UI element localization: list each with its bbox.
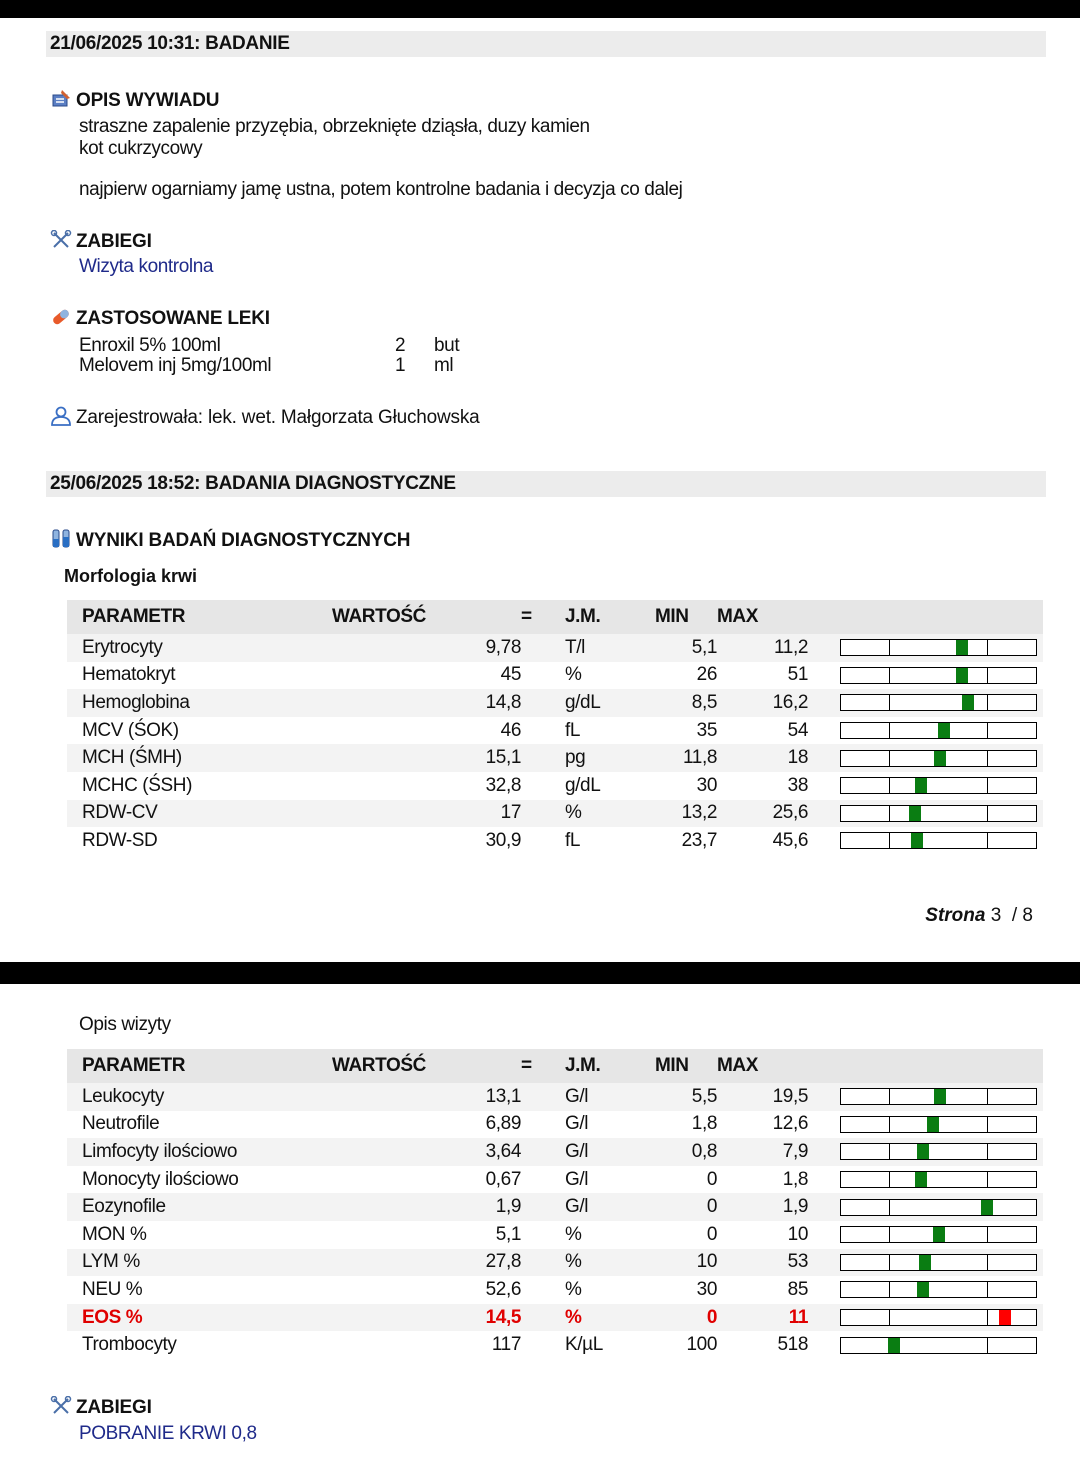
param-min: 1,8	[691, 1113, 717, 1135]
param-unit: g/dL	[565, 689, 655, 717]
param-eq	[521, 717, 565, 745]
param-eq	[521, 662, 565, 690]
param-value: 0,67	[485, 1168, 521, 1190]
range-bar	[840, 750, 1037, 767]
range-marker	[934, 751, 946, 766]
range-divider	[987, 1338, 988, 1353]
param-eq	[521, 772, 565, 800]
range-divider	[987, 778, 988, 793]
range-divider	[889, 1172, 890, 1187]
range-marker	[927, 1117, 939, 1132]
interview-line: straszne zapalenie przyzębia, obrzeknięte dziąsła, duzy kamien	[79, 116, 590, 137]
page-break-bar	[0, 962, 1080, 984]
range-divider	[987, 1144, 988, 1159]
procedure-link-2[interactable]: POBRANIE KRWI 0,8	[79, 1423, 257, 1444]
range-marker	[917, 1282, 929, 1297]
col-min: MIN	[655, 1049, 717, 1083]
param-min: 30	[696, 1278, 717, 1300]
range-marker	[915, 1172, 927, 1187]
param-value: 6,89	[485, 1113, 521, 1135]
top-black-bar	[0, 0, 1080, 18]
col-unit: J.M.	[565, 600, 655, 634]
param-value: 5,1	[495, 1223, 521, 1245]
param-max: 12,6	[772, 1113, 808, 1135]
table-row	[67, 827, 1043, 855]
range-bar	[840, 1143, 1037, 1160]
range-bar	[840, 1226, 1037, 1243]
range-cell	[808, 1111, 1043, 1139]
col-range	[808, 1049, 1043, 1083]
range-divider	[987, 723, 988, 738]
range-divider	[889, 723, 890, 738]
param-min: 35	[696, 719, 717, 741]
param-name: Leukocyty	[67, 1083, 332, 1111]
range-divider	[889, 1227, 890, 1242]
param-unit: G/l	[565, 1193, 655, 1221]
param-name: RDW-SD	[82, 829, 158, 851]
range-divider	[987, 1172, 988, 1187]
range-cell	[808, 1193, 1043, 1221]
procedure-link[interactable]: Wizyta kontrolna	[79, 256, 214, 277]
range-bar	[840, 1088, 1037, 1105]
range-marker	[956, 640, 968, 655]
range-cell	[808, 634, 1043, 662]
table-row	[67, 744, 1043, 772]
range-cell	[808, 1304, 1043, 1332]
param-value: 13,1	[332, 1083, 521, 1111]
param-min: 5,5	[655, 1083, 717, 1111]
param-value: 30,9	[485, 829, 521, 851]
param-min: 0	[655, 1193, 717, 1221]
range-marker	[909, 806, 921, 821]
table-row	[67, 634, 1043, 662]
param-unit: %	[565, 1278, 582, 1300]
col-unit: J.M.	[565, 1049, 655, 1083]
table-row	[67, 1193, 1043, 1221]
param-unit: g/dL	[565, 774, 601, 796]
table-row	[67, 1111, 1043, 1139]
param-unit: pg	[565, 744, 655, 772]
param-value: 117	[491, 1334, 521, 1356]
range-bar	[840, 805, 1037, 822]
doctor-icon	[50, 406, 72, 426]
registered-by: Zarejestrowała: lek. wet. Małgorzata Głuchowska	[50, 406, 480, 429]
range-cell	[808, 689, 1043, 717]
param-min: 23,7	[681, 829, 717, 851]
param-value: 9,78	[332, 634, 521, 662]
table-row	[67, 772, 1043, 800]
table-row	[67, 1276, 1043, 1304]
param-value: 17	[332, 800, 521, 828]
range-divider	[889, 1200, 890, 1215]
param-eq	[521, 1331, 565, 1359]
param-min: 30	[696, 774, 717, 796]
param-unit: K/µL	[565, 1334, 603, 1356]
range-bar	[840, 1254, 1037, 1271]
param-max: 53	[717, 1249, 808, 1277]
interview-line: najpierw ogarniamy jamę ustna, potem kontrolne badania i decyzja co dalej	[79, 179, 683, 200]
range-bar	[840, 1199, 1037, 1216]
param-max: 11	[717, 1304, 808, 1332]
col-param: PARAMETR	[67, 1049, 332, 1083]
param-unit: fL	[565, 719, 581, 741]
range-divider	[889, 640, 890, 655]
range-cell	[808, 1276, 1043, 1304]
range-divider	[987, 640, 988, 655]
param-min: 26	[696, 664, 717, 686]
range-cell	[808, 827, 1043, 855]
results-table-1	[67, 600, 1043, 855]
table-row	[67, 1166, 1043, 1194]
table-row	[67, 1138, 1043, 1166]
param-max: 38	[787, 774, 808, 796]
param-max: 19,5	[717, 1083, 808, 1111]
param-unit: T/l	[565, 634, 655, 662]
param-min: 5,1	[655, 634, 717, 662]
results-section-title: WYNIKI BADAŃ DIAGNOSTYCZNYCH	[50, 529, 410, 552]
param-name: Neutrofile	[82, 1113, 160, 1135]
range-cell	[808, 1166, 1043, 1194]
drugs-section-title: ZASTOSOWANE LEKI	[50, 307, 270, 330]
drug-name: Melovem inj 5mg/100ml	[79, 355, 272, 376]
visit-header-2: 25/06/2025 18:52: BADANIA DIAGNOSTYCZNE	[46, 471, 1046, 497]
range-bar	[840, 777, 1037, 794]
table-row	[67, 717, 1043, 745]
param-max: 518	[777, 1334, 808, 1356]
param-name: Eozynofile	[67, 1193, 332, 1221]
param-name: MCHC (ŚSH)	[82, 774, 192, 796]
table-row	[67, 1083, 1043, 1111]
col-value: WARTOŚĆ	[332, 1049, 521, 1083]
param-eq	[521, 1111, 565, 1139]
range-divider	[987, 1310, 988, 1325]
range-divider	[889, 1310, 890, 1325]
drug-unit: but	[434, 335, 460, 356]
param-min: 0,8	[655, 1138, 717, 1166]
param-value: 3,64	[332, 1138, 521, 1166]
param-unit: %	[565, 664, 582, 686]
param-max: 1,8	[782, 1168, 808, 1190]
range-bar	[840, 832, 1037, 849]
col-max: MAX	[717, 1049, 808, 1083]
visit-header-1: 21/06/2025 10:31: BADANIE	[46, 31, 1046, 57]
range-divider	[987, 695, 988, 710]
range-marker	[934, 1089, 946, 1104]
range-marker	[933, 1227, 945, 1242]
param-unit: G/l	[565, 1113, 589, 1135]
param-min: 8,5	[655, 689, 717, 717]
param-min: 13,2	[655, 800, 717, 828]
param-value: 45	[500, 664, 521, 686]
param-eq	[521, 634, 565, 662]
param-min: 10	[655, 1249, 717, 1277]
param-eq	[521, 744, 565, 772]
range-cell	[808, 1083, 1043, 1111]
param-max: 54	[787, 719, 808, 741]
param-eq	[521, 1249, 565, 1277]
param-value: 27,8	[332, 1249, 521, 1277]
visit-description-label: Opis wizyty	[79, 1014, 171, 1035]
param-name: EOS %	[67, 1304, 332, 1332]
procedures-section-title: ZABIEGI	[50, 230, 152, 253]
param-min: 0	[706, 1168, 717, 1190]
range-cell	[808, 717, 1043, 745]
col-value: WARTOŚĆ	[332, 600, 521, 634]
range-divider	[889, 1089, 890, 1104]
drug-qty: 1	[395, 355, 406, 376]
param-unit: G/l	[565, 1168, 589, 1190]
param-value: 15,1	[332, 744, 521, 772]
table-row	[67, 1221, 1043, 1249]
procedures-section-title-2: ZABIEGI	[50, 1396, 152, 1419]
param-eq	[521, 1193, 565, 1221]
param-name: Limfocyty ilościowo	[67, 1138, 332, 1166]
table-row	[67, 800, 1043, 828]
col-param: PARAMETR	[67, 600, 332, 634]
param-name: LYM %	[67, 1249, 332, 1277]
col-eq: =	[521, 1049, 565, 1083]
range-cell	[808, 1221, 1043, 1249]
range-marker	[919, 1255, 931, 1270]
col-eq: =	[521, 600, 565, 634]
range-divider	[987, 1117, 988, 1132]
param-name: Hemoglobina	[67, 689, 332, 717]
param-value: 32,8	[485, 774, 521, 796]
param-name: RDW-CV	[67, 800, 332, 828]
interview-line: kot cukrzycowy	[79, 138, 203, 159]
drug-qty: 2	[395, 335, 406, 356]
param-name: Hematokryt	[82, 664, 176, 686]
range-bar	[840, 1171, 1037, 1188]
param-unit: %	[565, 1223, 582, 1245]
param-eq	[521, 1138, 565, 1166]
param-min: 100	[686, 1334, 717, 1356]
panel-title: Morfologia krwi	[64, 566, 198, 586]
range-marker	[911, 833, 923, 848]
param-max: 16,2	[717, 689, 808, 717]
range-divider	[889, 778, 890, 793]
range-bar	[840, 639, 1037, 656]
param-name: Erytrocyty	[67, 634, 332, 662]
range-cell	[808, 800, 1043, 828]
param-unit: fL	[565, 829, 581, 851]
param-max: 25,6	[717, 800, 808, 828]
param-name: Monocyty ilościowo	[82, 1168, 239, 1190]
param-unit: G/l	[565, 1138, 655, 1166]
param-eq	[521, 1083, 565, 1111]
range-marker	[981, 1200, 993, 1215]
table-row	[67, 689, 1043, 717]
param-value: 14,8	[332, 689, 521, 717]
range-divider	[889, 1144, 890, 1159]
range-cell	[808, 662, 1043, 690]
param-eq	[521, 1166, 565, 1194]
range-bar	[840, 694, 1037, 711]
table-row	[67, 1249, 1043, 1277]
range-divider	[987, 806, 988, 821]
range-divider	[889, 1255, 890, 1270]
range-divider	[889, 806, 890, 821]
range-cell	[808, 1249, 1043, 1277]
range-divider	[889, 833, 890, 848]
range-divider	[889, 668, 890, 683]
range-divider	[987, 1282, 988, 1297]
range-bar	[840, 722, 1037, 739]
col-max: MAX	[717, 600, 808, 634]
range-divider	[889, 1282, 890, 1297]
range-divider	[987, 1255, 988, 1270]
range-marker	[888, 1338, 900, 1353]
range-divider	[987, 751, 988, 766]
param-max: 11,2	[717, 634, 808, 662]
param-name: Trombocyty	[82, 1334, 177, 1356]
range-bar	[840, 1116, 1037, 1133]
param-eq	[521, 827, 565, 855]
param-unit: %	[565, 800, 655, 828]
range-bar	[840, 667, 1037, 684]
table-row	[67, 662, 1043, 690]
param-eq	[521, 800, 565, 828]
table-row	[67, 1304, 1043, 1332]
col-range	[808, 600, 1043, 634]
table-row	[67, 1331, 1043, 1359]
range-divider	[889, 751, 890, 766]
results-table-2	[67, 1049, 1043, 1359]
range-marker	[999, 1310, 1011, 1325]
range-divider	[987, 1089, 988, 1104]
param-eq	[521, 1276, 565, 1304]
scissors-icon	[50, 230, 72, 250]
param-min: 0	[655, 1304, 717, 1332]
param-max: 51	[787, 664, 808, 686]
range-bar	[840, 1337, 1037, 1354]
scissors-icon	[50, 1396, 72, 1416]
param-value: 14,5	[332, 1304, 521, 1332]
param-max: 1,9	[717, 1193, 808, 1221]
param-name: MCH (ŚMH)	[67, 744, 332, 772]
page-number: Strona 3 / 8	[925, 905, 1033, 926]
param-eq	[521, 689, 565, 717]
param-name: NEU %	[82, 1278, 143, 1300]
range-divider	[889, 1117, 890, 1132]
drug-name: Enroxil 5% 100ml	[79, 335, 221, 356]
notes-icon	[50, 89, 72, 109]
param-min: 0	[706, 1223, 717, 1245]
range-bar	[840, 1309, 1037, 1326]
col-min: MIN	[655, 600, 717, 634]
param-unit: G/l	[565, 1083, 655, 1111]
range-cell	[808, 1138, 1043, 1166]
range-divider	[889, 695, 890, 710]
param-max: 85	[787, 1278, 808, 1300]
range-marker	[938, 723, 950, 738]
interview-section-title: OPIS WYWIADU	[50, 89, 219, 112]
param-value: 52,6	[485, 1278, 521, 1300]
test-tubes-icon	[50, 529, 72, 549]
range-marker	[962, 695, 974, 710]
param-unit: %	[565, 1304, 655, 1332]
range-cell	[808, 1331, 1043, 1359]
param-eq	[521, 1304, 565, 1332]
param-name: MON %	[82, 1223, 147, 1245]
range-cell	[808, 744, 1043, 772]
range-bar	[840, 1281, 1037, 1298]
drug-unit: ml	[434, 355, 454, 376]
range-marker	[915, 778, 927, 793]
range-marker	[956, 668, 968, 683]
param-value: 1,9	[332, 1193, 521, 1221]
range-divider	[987, 1227, 988, 1242]
range-divider	[987, 833, 988, 848]
param-value: 46	[500, 719, 521, 741]
param-max: 45,6	[772, 829, 808, 851]
range-divider	[987, 668, 988, 683]
param-max: 10	[787, 1223, 808, 1245]
param-unit: %	[565, 1249, 655, 1277]
param-max: 7,9	[717, 1138, 808, 1166]
param-max: 18	[717, 744, 808, 772]
range-marker	[917, 1144, 929, 1159]
range-cell	[808, 772, 1043, 800]
param-min: 11,8	[655, 744, 717, 772]
param-eq	[521, 1221, 565, 1249]
pill-icon	[50, 307, 72, 327]
param-name: MCV (ŚOK)	[82, 719, 179, 741]
